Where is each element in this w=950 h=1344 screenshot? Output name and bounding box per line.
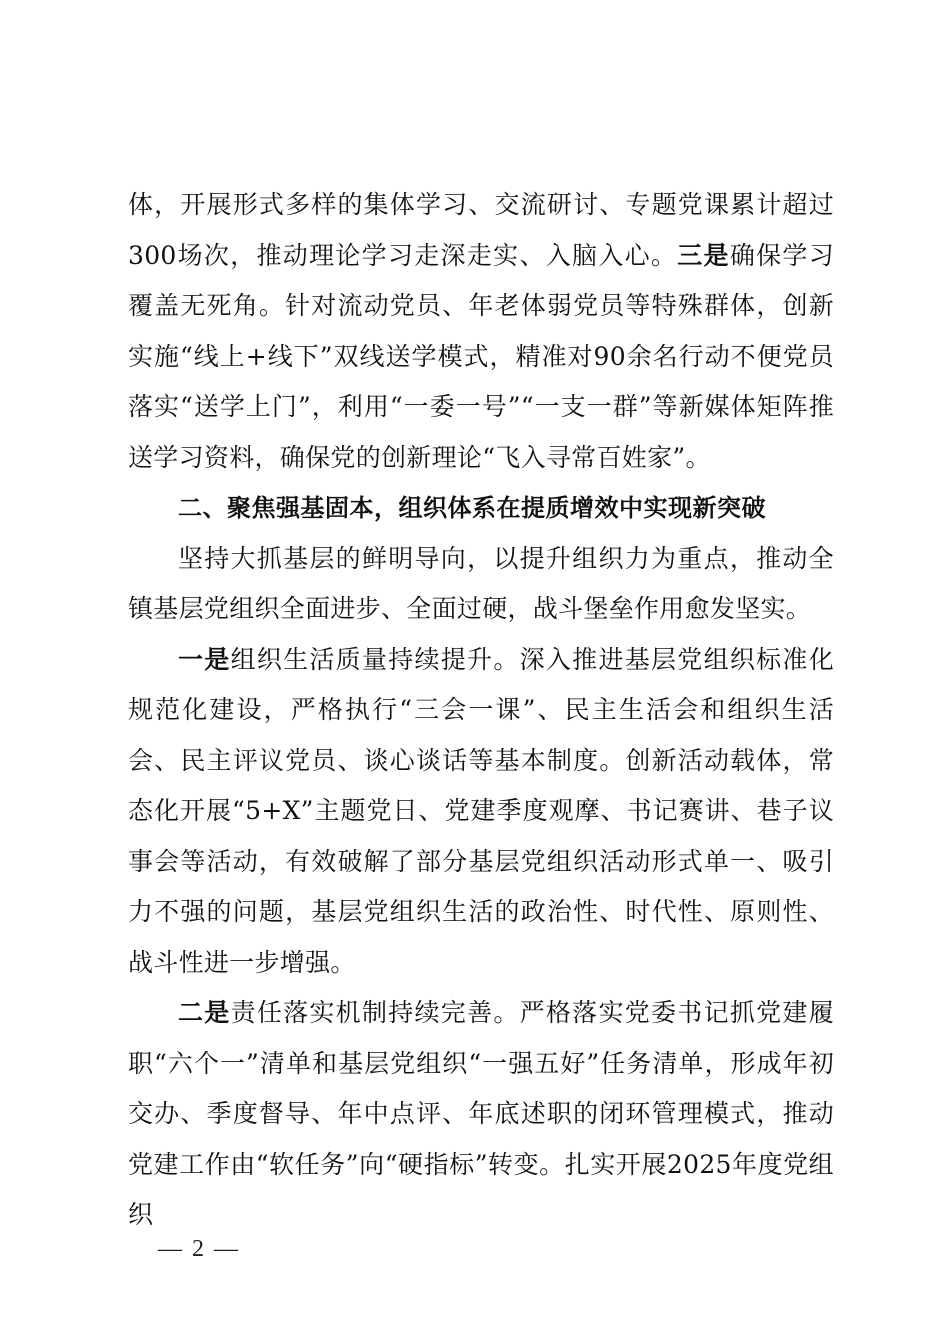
paragraph-1-text: 体，开展形式多样的集体学习、交流研讨、专题党课累计超过300场次，推动理论学习走深走实、入脑入心。 [128, 190, 834, 270]
paragraph-3-lead: 一是 [178, 644, 231, 674]
paragraph-continued [128, 180, 834, 483]
paragraph-item-two [128, 988, 834, 1241]
paragraph-3-rest: 组织生活质量持续提升。深入推进基层党组织标准化规范化建设，严格执行“三会一课”、民主生活会和组织生活会、民主评议党员、谈心谈话等基本制度。创新活动载体，常态化开展“5+X”主题党日、党建季度观摩、书记赛讲、巷子议事会等活动，有效破解了部分基层党组织活动形式单一、吸引力不强的问题，基层党组织生活的政治性、时代性、原则性、战斗性进一步增强。 [128, 644, 834, 977]
paragraph-4-rest: 责任落实机制持续完善。严格落实党委书记抓党建履职“六个一”清单和基层党组织“一强五好”任务清单，形成年初交办、季度督导、年中点评、年底述职的闭环管理模式，推动党建工作由“软任务”向“硬指标”转变。扎实开展2025年度党组织 [128, 998, 834, 1229]
paragraph-item-one [128, 635, 834, 989]
paragraph-1-rest: 确保学习覆盖无死角。针对流动党员、年老体弱党员等特殊群体，创新实施“线上+线下”双线送学模式，精准对90余名行动不便党员落实“送学上门”，利用“一委一号”“一支一群”等新媒体矩阵推送学习资料，确保党的创新理论“飞入寻常百姓家”。 [128, 240, 834, 472]
paragraph-1-lead: 三是 [677, 240, 730, 270]
paragraph-4-lead: 二是 [178, 998, 231, 1027]
section-heading: 二、聚焦强基固本，组织体系在提质增效中实现新突破 [178, 494, 766, 522]
document-body [128, 180, 834, 1241]
paragraph-intro: 坚持大抓基层的鲜明导向，以提升组织力为重点，推动全镇基层党组织全面进步、全面过硬，战斗堡垒作用愈发坚实。 [128, 543, 834, 623]
page-number: — 2 — [158, 1236, 240, 1262]
